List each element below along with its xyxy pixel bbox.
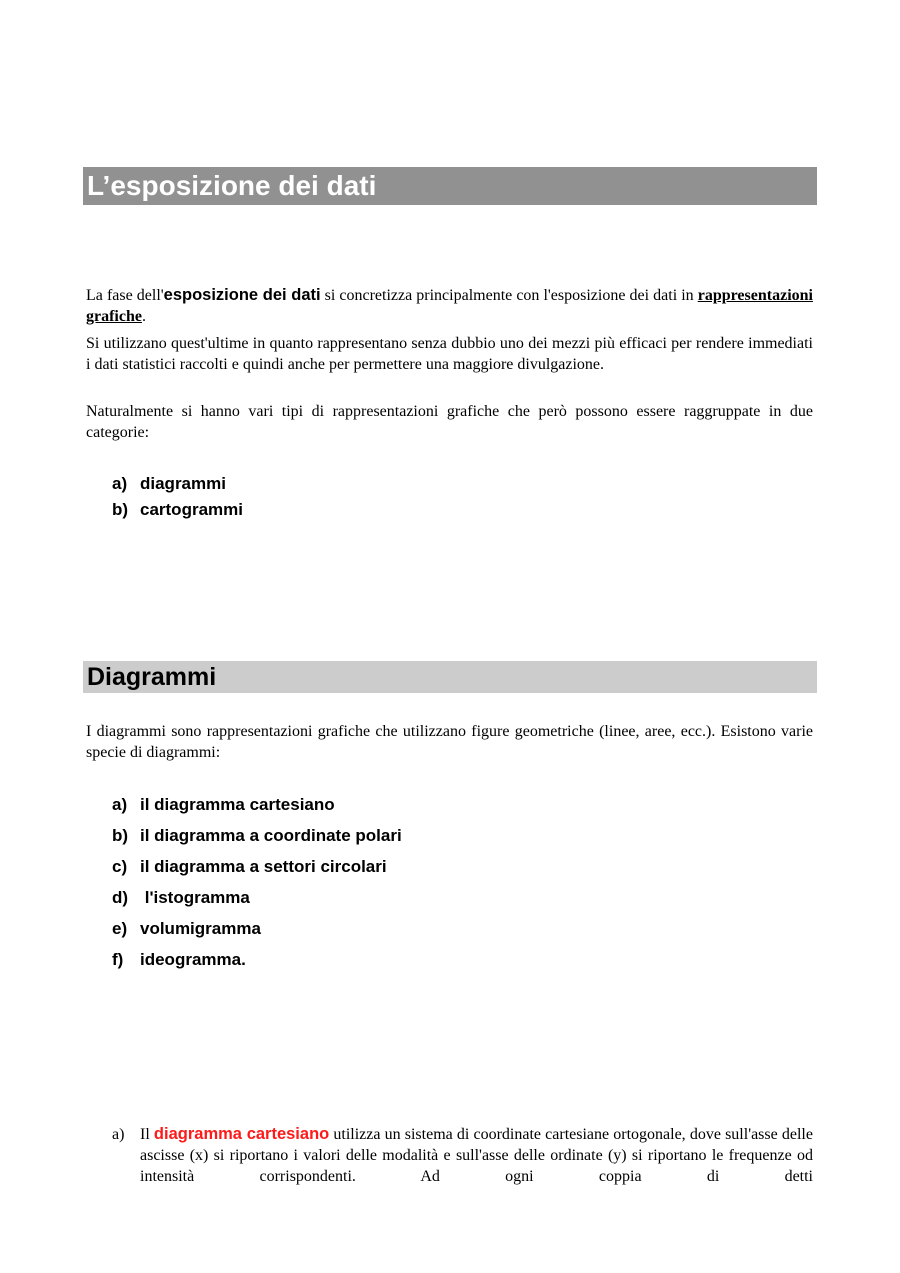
- list-item: [112, 826, 402, 857]
- cartesian-diagram-text: [140, 1124, 813, 1187]
- list-item: [112, 919, 402, 950]
- section-title: L’esposizione dei dati: [87, 170, 377, 201]
- list-label: il diagramma a coordinate polari: [140, 826, 402, 845]
- list-item: [112, 888, 402, 919]
- list-marker: a): [112, 474, 128, 493]
- list-label: ideogramma.: [140, 950, 246, 969]
- text-run: si concretizza principalmente con l'esposizione dei dati in: [320, 287, 698, 304]
- list-item: [112, 474, 243, 500]
- list-label: il diagramma a settori circolari: [140, 857, 387, 876]
- list-marker: c): [112, 857, 128, 876]
- list-label: diagrammi: [140, 474, 226, 493]
- paragraph-categories-intro: Naturalmente si hanno vari tipi di rappresentazioni grafiche che però possono essere raggruppate in due categorie:: [86, 403, 813, 441]
- list-marker: b): [112, 826, 129, 845]
- paragraph-diagrammi: I diagrammi sono rappresentazioni grafiche che utilizzano figure geometriche (linee, aree, ecc.). Esistono varie specie di diagrammi:: [86, 723, 813, 761]
- list-marker: d): [112, 888, 129, 907]
- list-item: [112, 857, 402, 888]
- bold-term: esposizione dei dati: [163, 286, 321, 304]
- list-item: [112, 950, 402, 981]
- list-item: [112, 795, 402, 826]
- list-item: [112, 500, 243, 526]
- paragraph-usage: Si utilizzano quest'ultime in quanto rappresentano senza dubbio uno dei mezzi più efficaci per rendere immediati i dati statistici raccolti e quindi anche per permettere una maggiore divulgazione.: [86, 335, 813, 373]
- section-title: Diagrammi: [87, 663, 217, 691]
- list-marker: a): [112, 795, 128, 814]
- list-label: l'istogramma: [140, 888, 250, 907]
- text-run: .: [141, 308, 146, 325]
- intro-paragraph: [86, 285, 813, 327]
- categories-list: [112, 474, 243, 526]
- text-run: La fase dell': [86, 287, 164, 304]
- list-marker: e): [112, 919, 128, 938]
- section-heading-esposizione: [83, 167, 817, 205]
- list-label: il diagramma cartesiano: [140, 795, 335, 814]
- highlighted-term: diagramma cartesiano: [153, 1125, 330, 1143]
- diagram-types-list: [112, 795, 402, 981]
- section-heading-diagrammi: [83, 661, 817, 693]
- list-label: cartogrammi: [140, 500, 243, 519]
- list-marker: f): [112, 950, 124, 969]
- list-marker: a): [112, 1126, 125, 1143]
- text-run: Il: [140, 1126, 154, 1143]
- list-marker: b): [112, 500, 129, 519]
- text-run: utilizza un sistema di coordinate cartesiane ortogonale, dove sull'asse delle ascisse (x) si riportano i valori delle modalità e sull'asse delle ordinate (y) si riportano le frequenze od intensità corrispondenti. Ad ogni coppia di detti: [140, 1126, 813, 1185]
- list-label: volumigramma: [140, 919, 261, 938]
- underlined-term: rappresentazioni grafiche: [86, 287, 813, 325]
